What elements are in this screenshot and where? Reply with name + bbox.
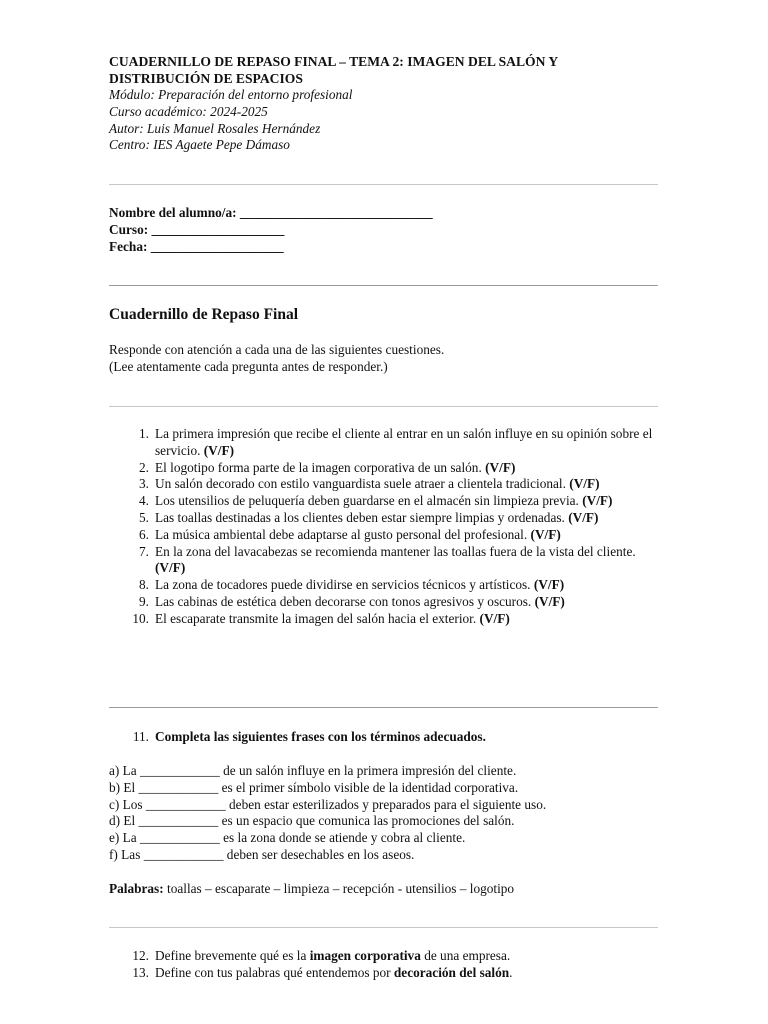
true-false-marker[interactable]: (V/F) — [203, 442, 235, 458]
fill-in-sentence[interactable]: a) La ____________ de un salón influye en la primera impresión del cliente. — [109, 763, 517, 778]
true-false-marker[interactable]: (V/F) — [534, 593, 565, 609]
question-item — [109, 426, 663, 460]
true-false-marker[interactable]: (V/F) — [530, 526, 561, 542]
true-false-marker[interactable]: (V/F) — [568, 509, 599, 525]
question-11 — [109, 729, 663, 746]
question-text: La primera impresión que recibe el cliente al entrar en un salón influye en su opinión sobre el servicio. — [155, 426, 653, 458]
true-false-marker[interactable]: (V/F) — [582, 493, 613, 509]
document-header — [109, 53, 658, 154]
question-item — [109, 611, 663, 628]
question-text: La música ambiental debe adaptarse al gusto personal del profesional. — [155, 526, 528, 542]
question-item — [109, 594, 663, 611]
question-text: Las toallas destinadas a los clientes deben estar siempre limpias y ordenadas. — [155, 509, 565, 525]
divider — [109, 285, 658, 286]
question-number: 3. — [139, 476, 149, 492]
question-text: Los utensilios de peluquería deben guardarse en el almacén sin limpieza previa. — [155, 493, 579, 509]
word-bank — [109, 881, 658, 898]
question-item — [109, 948, 663, 965]
fill-in-sentences — [109, 763, 658, 864]
true-false-marker[interactable]: (V/F) — [569, 476, 600, 492]
question-text: Completa las siguientes frases con los términos adecuados. — [155, 729, 486, 744]
divider — [109, 406, 658, 407]
question-number: 12. — [132, 948, 149, 963]
question-number: 9. — [139, 593, 149, 609]
question-text: Las cabinas de estética deben decorarse con tonos agresivos y oscuros. — [155, 593, 532, 609]
question-item — [109, 476, 663, 493]
fill-in-sentence[interactable]: c) Los ____________ deben estar esterilizados y preparados para el siguiente uso. — [109, 796, 547, 812]
question-term: imagen corporativa — [309, 948, 421, 963]
question-number: 2. — [139, 459, 149, 475]
divider — [109, 927, 658, 928]
author-line: Autor: Luis Manuel Rosales Hernández — [109, 120, 321, 136]
question-text-post: de una empresa. — [424, 948, 511, 963]
question-text: El escaparate transmite la imagen del salón hacia el exterior. — [155, 610, 477, 626]
question-number: 4. — [139, 493, 149, 509]
definition-questions — [109, 948, 663, 982]
section-instructions — [109, 342, 658, 376]
question-term: decoración del salón — [393, 964, 510, 980]
date-field[interactable] — [109, 239, 658, 256]
document-title: CUADERNILLO DE REPASO FINAL – TEMA 2: IMAGEN DEL SALÓN Y DISTRIBUCIÓN DE ESPACIOS — [109, 54, 558, 86]
question-number: 8. — [139, 577, 149, 593]
date-label: Fecha: — [109, 238, 148, 254]
document-metadata — [109, 87, 658, 154]
question-item — [109, 965, 663, 982]
word-bank-words: toallas – escaparate – limpieza – recepción - utensilios – logotipo — [167, 881, 515, 896]
student-fields — [109, 205, 658, 255]
true-false-questions — [109, 426, 663, 628]
question-item — [109, 544, 663, 578]
fill-in-sentence[interactable]: f) Las ____________ deben ser desechables en los aseos. — [109, 846, 415, 862]
course-field[interactable] — [109, 222, 658, 239]
question-item — [109, 729, 663, 746]
question-text-pre: Define con tus palabras qué entendemos por — [155, 964, 391, 980]
question-number: 11. — [132, 729, 149, 744]
question-item — [109, 527, 663, 544]
course-label: Curso: — [109, 221, 149, 237]
question-text-pre: Define brevemente qué es la — [155, 948, 307, 963]
school-line: Centro: IES Agaete Pepe Dámaso — [109, 137, 290, 153]
fill-in-sentence[interactable]: b) El ____________ es el primer símbolo visible de la identidad corporativa. — [109, 779, 519, 795]
section-title: Cuadernillo de Repaso Final — [109, 306, 299, 323]
academic-year-line: Curso académico: 2024-2025 — [109, 103, 268, 119]
divider — [109, 184, 658, 185]
fill-in-sentence[interactable]: d) El ____________ es un espacio que comunica las promociones del salón. — [109, 813, 515, 829]
word-bank-label: Palabras: — [109, 881, 164, 896]
name-field[interactable] — [109, 205, 658, 222]
question-item — [109, 460, 663, 477]
true-false-marker[interactable]: (V/F) — [533, 577, 565, 593]
true-false-marker[interactable]: (V/F) — [479, 610, 510, 626]
true-false-marker[interactable]: (V/F) — [155, 560, 186, 576]
question-text: En la zona del lavacabezas se recomienda mantener las toallas fuera de la vista del cliente. — [155, 543, 636, 559]
instruction-note: (Lee atentamente cada pregunta antes de responder.) — [109, 358, 388, 374]
question-text-post: . — [509, 964, 513, 980]
module-line: Módulo: Preparación del entorno profesional — [109, 87, 353, 102]
question-number: 10. — [132, 610, 149, 626]
question-number: 1. — [139, 426, 149, 441]
course-blank[interactable]: ____________________ — [151, 221, 285, 237]
question-item — [109, 510, 663, 527]
name-blank[interactable]: _____________________________ — [239, 205, 433, 220]
name-label: Nombre del alumno/a: — [109, 205, 237, 220]
question-number: 6. — [139, 526, 149, 542]
question-text: La zona de tocadores puede dividirse en servicios técnicos y artísticos. — [155, 577, 531, 593]
question-text: El logotipo forma parte de la imagen corporativa de un salón. — [155, 459, 482, 475]
question-text: Un salón decorado con estilo vanguardista suele atraer a clientela tradicional. — [155, 476, 566, 492]
question-number: 5. — [139, 509, 149, 525]
question-item — [109, 577, 663, 594]
divider — [109, 707, 658, 708]
question-number: 13. — [132, 964, 149, 980]
question-item — [109, 493, 663, 510]
question-number: 7. — [139, 543, 149, 559]
true-false-marker[interactable]: (V/F) — [485, 459, 516, 475]
date-blank[interactable]: ____________________ — [150, 238, 284, 254]
fill-in-sentence[interactable]: e) La ____________ es la zona donde se atiende y cobra al cliente. — [109, 830, 466, 846]
instruction-text: Responde con atención a cada una de las siguientes cuestiones. — [109, 342, 445, 357]
